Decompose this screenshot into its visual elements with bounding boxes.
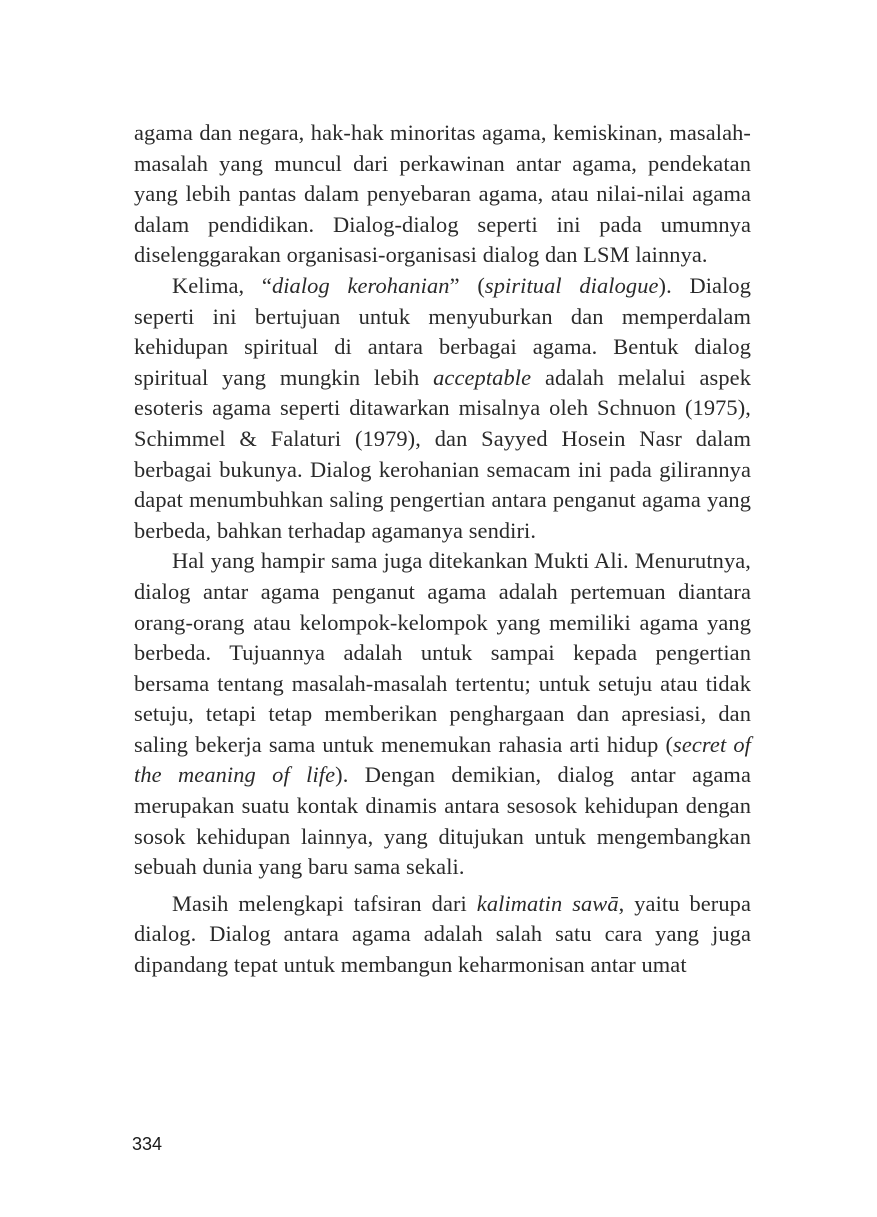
text-run: Hal yang hampir sama juga ditekankan Mukti Ali. Menurutnya, dialog antar agama penganut agama adalah pertemuan diantara orang-orang atau kelompok-kelompok yang memiliki agama yang berbeda. Tujuannya adalah untuk sampai kepada pengertian bersama tentang masalah-masalah tertentu; untuk setuju atau tidak setuju, tetapi tetap memberikan penghargaan dan apresiasi, dan saling bekerja sama untuk menemukan rahasia arti hidup ( <box>134 548 751 757</box>
italic-term: spiritual dialogue <box>484 272 659 298</box>
text-run: adalah melalui aspek esoteris agama seperti ditawarkan misalnya oleh Schnuon (1975), Schimmel & Falaturi (1979), dan Sayyed Hosein Nasr dalam berbagai bukunya. Dialog kerohanian semacam ini pada gilirannya dapat menumbuhkan saling pengertian antara penganut agama yang berbeda, bahkan terhadap agamanya sendiri. <box>134 364 751 543</box>
text-run: ). Dialog seperti ini bertujuan untuk menyuburkan dan memperdalam kehidupan spiritual di antara berbagai agama. Bentuk dialog spiritual yang mungkin lebih <box>134 272 752 390</box>
paragraph-1 <box>134 118 751 271</box>
text-run: Masih melengkapi tafsiran dari <box>172 890 477 916</box>
paragraph-2 <box>134 271 751 546</box>
text-run: ). Dengan demikian, dialog antar agama merupakan suatu kontak dinamis antara sesosok kehidupan dengan sosok kehidupan lainnya, yang ditujukan untuk mengembangkan sebuah dunia yang baru sama sekali. <box>134 762 751 880</box>
italic-term: kalimatin sawā <box>476 890 619 916</box>
text-run: ” ( <box>449 272 485 298</box>
text-run: Kelima, “ <box>172 272 272 298</box>
italic-term: acceptable <box>433 364 532 390</box>
page-body <box>134 118 751 981</box>
page-number: 334 <box>132 1134 163 1154</box>
text-run: agama dan negara, hak-hak minoritas agama, kemiskinan, masalah-masalah yang muncul dari perkawinan antar agama, pendekatan yang lebih pantas dalam penyebaran agama, atau nilai-nilai agama dalam pendidikan. Dialog-dialog seperti ini pada umumnya diselenggarakan organisasi-organisasi dialog dan LSM lainnya. <box>134 120 751 268</box>
italic-term: dialog kerohanian <box>271 272 450 298</box>
paragraph-3 <box>134 546 751 883</box>
text-run: , yaitu berupa dialog. Dialog antara agama adalah salah satu cara yang juga dipandang tepat untuk membangun keharmonisan antar umat <box>134 890 751 978</box>
paragraph-4 <box>134 889 751 981</box>
italic-term: secret of the meaning of life <box>134 731 751 788</box>
